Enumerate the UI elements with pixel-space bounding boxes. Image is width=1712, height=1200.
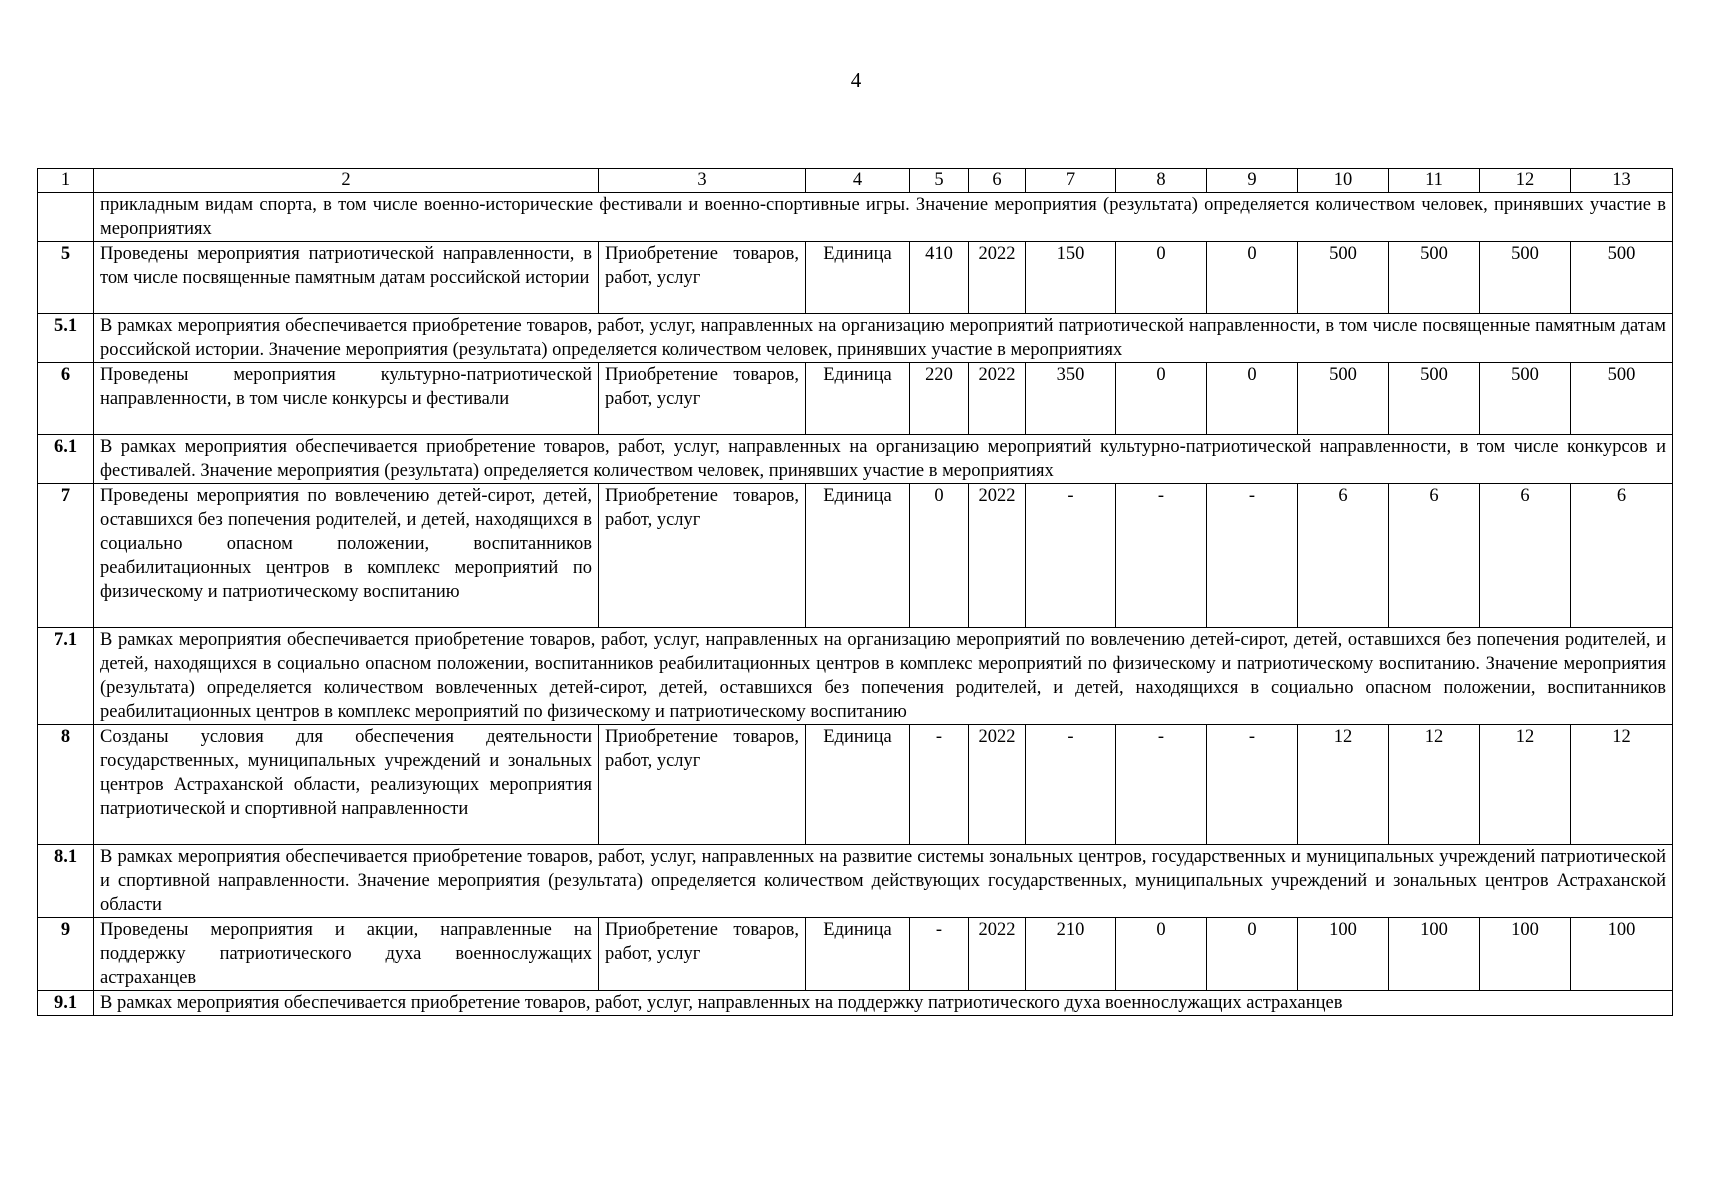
description-number: 9.1 (38, 991, 94, 1016)
value-cell: 500 (1571, 363, 1673, 435)
description-row (38, 314, 1673, 363)
continuation-num-cell (38, 193, 94, 242)
value-cell: 12 (1298, 725, 1389, 845)
value-cell: 500 (1480, 363, 1571, 435)
description-number: 5.1 (38, 314, 94, 363)
value-cell: 0 (1116, 363, 1207, 435)
value-cell: - (1207, 725, 1298, 845)
description-row (38, 628, 1673, 725)
description-text: В рамках мероприятия обеспечивается приобретение товаров, работ, услуг, направленных на организацию мероприятий культурно-патриотической направленности, в том числе конкурсов и фестивалей. Значение мероприятия (результата) определяется количеством человек, принявших участие в мероприятиях (94, 435, 1673, 484)
header-cell: 11 (1389, 169, 1480, 193)
description-number: 7.1 (38, 628, 94, 725)
measure-row (38, 363, 1673, 435)
value-cell: - (1026, 484, 1116, 628)
value-cell: 12 (1389, 725, 1480, 845)
value-cell: 2022 (969, 725, 1026, 845)
row-number: 6 (38, 363, 94, 435)
value-cell: 6 (1298, 484, 1389, 628)
row-number: 5 (38, 242, 94, 314)
value-cell: 2022 (969, 484, 1026, 628)
measure-unit: Единица (806, 363, 910, 435)
row-number: 7 (38, 484, 94, 628)
description-row (38, 991, 1673, 1016)
measure-row (38, 484, 1673, 628)
value-cell: 0 (1207, 363, 1298, 435)
value-cell: - (910, 725, 969, 845)
measure-type: Приобретение товаров, работ, услуг (599, 242, 806, 314)
value-cell: 100 (1571, 918, 1673, 991)
continuation-row (38, 193, 1673, 242)
description-text: В рамках мероприятия обеспечивается приобретение товаров, работ, услуг, направленных на организацию мероприятий патриотической направленности, в том числе посвященные памятным датам российской истории. Значение мероприятия (результата) определяется количеством человек, принявших участие в мероприятиях (94, 314, 1673, 363)
value-cell: 410 (910, 242, 969, 314)
value-cell: - (1116, 725, 1207, 845)
value-cell: 210 (1026, 918, 1116, 991)
description-text: В рамках мероприятия обеспечивается приобретение товаров, работ, услуг, направленных на развитие системы зональных центров, государственных и муниципальных учреждений патриотической и спортивной направленности. Значение мероприятия (результата) определяется количеством действующих государственных, муниципальных учреждений и зональных центров Астраханской области (94, 845, 1673, 918)
value-cell: 2022 (969, 242, 1026, 314)
value-cell: 0 (910, 484, 969, 628)
value-cell: 100 (1480, 918, 1571, 991)
page-number: 4 (850, 68, 862, 92)
value-cell: 12 (1571, 725, 1673, 845)
row-number: 8 (38, 725, 94, 845)
value-cell: 500 (1298, 363, 1389, 435)
value-cell: 500 (1389, 363, 1480, 435)
header-cell: 5 (910, 169, 969, 193)
header-cell: 10 (1298, 169, 1389, 193)
value-cell: 0 (1116, 242, 1207, 314)
value-cell: 220 (910, 363, 969, 435)
measure-unit: Единица (806, 918, 910, 991)
value-cell: 0 (1116, 918, 1207, 991)
measure-unit: Единица (806, 725, 910, 845)
value-cell: 150 (1026, 242, 1116, 314)
value-cell: 500 (1298, 242, 1389, 314)
description-number: 6.1 (38, 435, 94, 484)
measure-name: Проведены мероприятия патриотической направленности, в том числе посвященные памятным датам российской истории (94, 242, 599, 314)
header-row (38, 169, 1673, 193)
description-row (38, 435, 1673, 484)
measure-type: Приобретение товаров, работ, услуг (599, 725, 806, 845)
header-cell: 13 (1571, 169, 1673, 193)
header-cell: 9 (1207, 169, 1298, 193)
description-row (38, 845, 1673, 918)
measure-name: Проведены мероприятия культурно-патриотической направленности, в том числе конкурсы и фестивали (94, 363, 599, 435)
header-cell: 6 (969, 169, 1026, 193)
header-cell: 7 (1026, 169, 1116, 193)
measure-row (38, 725, 1673, 845)
description-text: В рамках мероприятия обеспечивается приобретение товаров, работ, услуг, направленных на организацию мероприятий по вовлечению детей-сирот, детей, оставшихся без попечения родителей, и детей, находящихся в социально опасном положении, воспитанников реабилитационных центров в комплекс мероприятий по физическому и патриотическому воспитанию. Значение мероприятия (результата) определяется количеством вовлеченных детей-сирот, детей, оставшихся без попечения родителей, и детей, находящихся в социально опасном положении, воспитанников реабилитационных центров в комплекс мероприятий по физическому и патриотическому воспитанию (94, 628, 1673, 725)
header-cell: 12 (1480, 169, 1571, 193)
value-cell: 2022 (969, 918, 1026, 991)
row-number: 9 (38, 918, 94, 991)
value-cell: 0 (1207, 918, 1298, 991)
continuation-text: прикладным видам спорта, в том числе военно-исторические фестивали и военно-спортивные игры. Значение мероприятия (результата) определяется количеством человек, принявших участие в мероприятиях (94, 193, 1673, 242)
header-cell: 8 (1116, 169, 1207, 193)
description-text: В рамках мероприятия обеспечивается приобретение товаров, работ, услуг, направленных на поддержку патриотического духа военнослужащих астраханцев (94, 991, 1673, 1016)
value-cell: - (1207, 484, 1298, 628)
measure-unit: Единица (806, 242, 910, 314)
value-cell: 100 (1389, 918, 1480, 991)
header-cell: 2 (94, 169, 599, 193)
value-cell: 6 (1571, 484, 1673, 628)
value-cell: 500 (1389, 242, 1480, 314)
measure-type: Приобретение товаров, работ, услуг (599, 484, 806, 628)
value-cell: 100 (1298, 918, 1389, 991)
measure-type: Приобретение товаров, работ, услуг (599, 363, 806, 435)
description-number: 8.1 (38, 845, 94, 918)
value-cell: 500 (1571, 242, 1673, 314)
header-cell: 4 (806, 169, 910, 193)
value-cell: 0 (1207, 242, 1298, 314)
value-cell: 350 (1026, 363, 1116, 435)
value-cell: 6 (1480, 484, 1571, 628)
value-cell: - (1026, 725, 1116, 845)
header-cell: 3 (599, 169, 806, 193)
value-cell: - (910, 918, 969, 991)
measure-name: Созданы условия для обеспечения деятельности государственных, муниципальных учреждений и зональных центров Астраханской области, реализующих мероприятия патриотической и спортивной направленности (94, 725, 599, 845)
value-cell: 6 (1389, 484, 1480, 628)
value-cell: 500 (1480, 242, 1571, 314)
measure-unit: Единица (806, 484, 910, 628)
measure-type: Приобретение товаров, работ, услуг (599, 918, 806, 991)
measure-name: Проведены мероприятия и акции, направленные на поддержку патриотического духа военнослужащих астраханцев (94, 918, 599, 991)
value-cell: 2022 (969, 363, 1026, 435)
value-cell: - (1116, 484, 1207, 628)
measure-name: Проведены мероприятия по вовлечению детей-сирот, детей, оставшихся без попечения родителей, и детей, находящихся в социально опасном положении, воспитанников реабилитационных центров в комплекс мероприятий по физическому и патриотическому воспитанию (94, 484, 599, 628)
measure-row (38, 242, 1673, 314)
header-cell: 1 (38, 169, 94, 193)
measures-table (37, 168, 1673, 1016)
measure-row (38, 918, 1673, 991)
value-cell: 12 (1480, 725, 1571, 845)
